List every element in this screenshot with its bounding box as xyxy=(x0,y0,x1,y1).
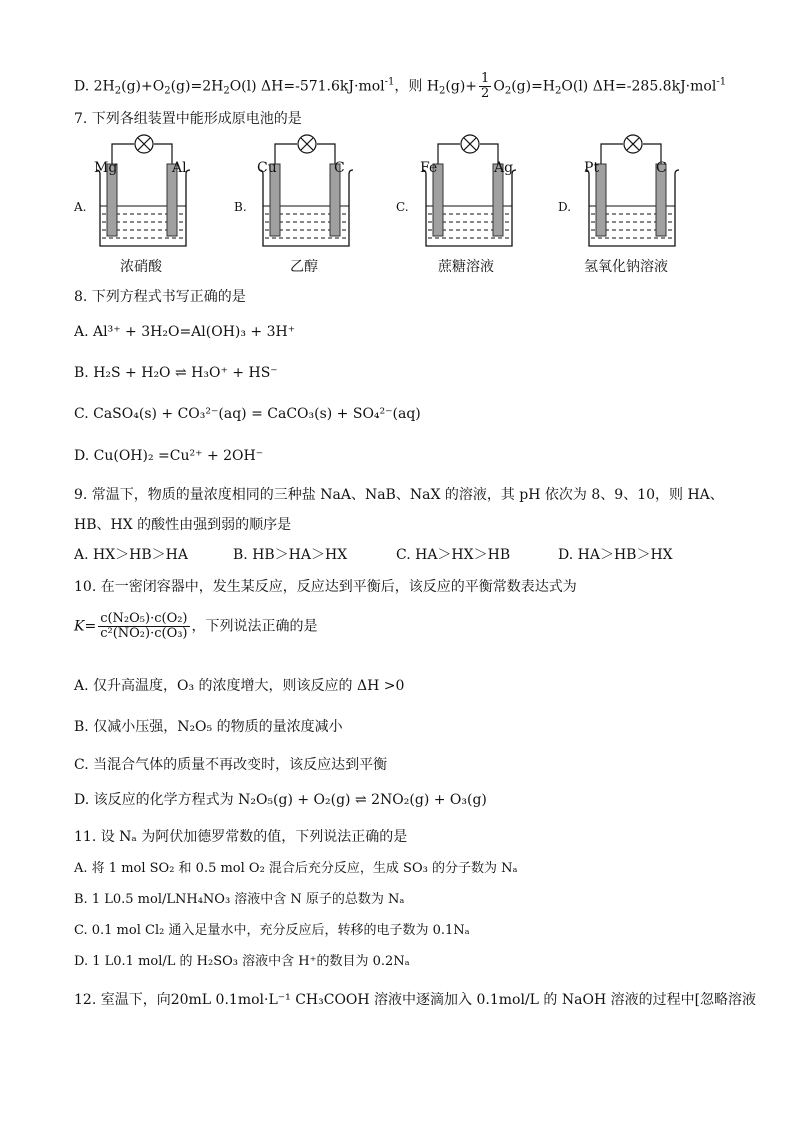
q7-c-solution: 蔗糖溶液 xyxy=(438,259,494,275)
cell-b xyxy=(259,135,353,246)
q9-stem-line2: HB、HX 的酸性由强到弱的顺序是 xyxy=(74,517,292,533)
q11-option-c: C. 0.1 mol Cl₂ 通入足量水中，充分反应后，转移的电子数为 0.1Nₐ xyxy=(74,923,470,938)
q11-option-a: A. 将 1 mol SO₂ 和 0.5 mol O₂ 混合后充分反应，生成 SO₃ 的分子数为 Nₐ xyxy=(74,861,518,876)
q10-option-c: C. 当混合气体的质量不再改变时，该反应达到平衡 xyxy=(74,757,388,773)
q7-a-right-electrode: Al xyxy=(172,160,187,176)
q10-option-b: B. 仅减小压强，N₂O₅ 的物质的量浓度减小 xyxy=(74,719,343,735)
q7-a-solution: 浓硝酸 xyxy=(120,259,162,275)
q7-stem: 7. 下列各组装置中能形成原电池的是 xyxy=(74,111,302,127)
cell-d xyxy=(585,135,679,246)
q9-option-c: C. HA＞HX＞HB xyxy=(396,547,511,563)
q8-option-b: B. H₂S + H₂O ⇌ H₃O⁺ + HS⁻ xyxy=(74,365,278,381)
q7-c-left-electrode: Fe xyxy=(420,160,438,176)
cell-a xyxy=(96,135,190,246)
q7-option-c-letter: C. xyxy=(396,200,409,214)
q7-d-right-electrode: C xyxy=(656,160,667,176)
q7-b-solution: 乙醇 xyxy=(290,259,318,275)
q8-stem: 8. 下列方程式书写正确的是 xyxy=(74,289,246,305)
q9-stem-line1: 9. 常温下，物质的量浓度相同的三种盐 NaA、NaB、NaX 的溶液，其 pH 依次为 8、9、10，则 HA、 xyxy=(74,487,724,503)
q10-stem: 10. 在一密闭容器中，发生某反应，反应达到平衡后，该反应的平衡常数表达式为 xyxy=(74,579,577,595)
q8-option-c: C. CaSO₄(s) + CO₃²⁻(aq) = CaCO₃(s) + SO₄²⁻(aq) xyxy=(74,406,421,422)
fraction-one-half: $\frac{1}{2}$ xyxy=(481,71,490,101)
q9-option-d: D. HA＞HB＞HX xyxy=(558,547,673,563)
q7-d-solution: 氢氧化钠溶液 xyxy=(584,259,668,275)
q10-equilibrium-expression: K= $\frac{\text{c(N₂O₅)·c(O₂)}}{\text{c²(NO₂)·c(O₃)}}$ ，下列说法正确的是 xyxy=(74,611,318,641)
cell-c xyxy=(422,135,516,246)
q7-a-left-electrode: Mg xyxy=(94,160,118,176)
q12-stem: 12. 室温下，向20mL 0.1mol·L⁻¹ CH₃COOH 溶液中逐滴加入 0.1mol/L 的 NaOH 溶液的过程中[忽略溶液 xyxy=(74,992,757,1008)
q8-option-a: A. Al³⁺ + 3H₂O=Al(OH)₃ + 3H⁺ xyxy=(74,324,296,340)
q11-option-d: D. 1 L0.1 mol/L 的 H₂SO₃ 溶液中含 H⁺的数目为 0.2Nₐ xyxy=(74,954,410,969)
q10-option-d: D. 该反应的化学方程式为 N₂O₅(g) + O₂(g) ⇌ 2NO₂(g) + O₃(g) xyxy=(74,792,487,808)
q7-option-b-letter: B. xyxy=(234,200,247,214)
q6-option-d: D. $2H_2(g)+O_2(g)=2H_2O(l)$ ΔH=-571.6kJ·mol$^{-1}$，则 $H_2(g)+$ $\frac{1}{2}$ $O_2(g)=H_2O(l)$ ΔH=-285.8kJ·mol$^{-1}$ xyxy=(74,71,727,101)
q9-option-a: A. HX＞HB＞HA xyxy=(74,547,189,563)
q7-option-d-letter: D. xyxy=(558,200,572,214)
q7-option-a-letter: A. xyxy=(74,200,87,214)
q8-option-d: D. Cu(OH)₂ =Cu²⁺ + 2OH⁻ xyxy=(74,448,264,464)
q10-option-a: A. 仅升高温度，O₃ 的浓度增大，则该反应的 ΔH >0 xyxy=(74,678,405,694)
q7-c-right-electrode: Ag xyxy=(494,160,514,176)
q11-stem: 11. 设 Nₐ 为阿伏加德罗常数的值，下列说法正确的是 xyxy=(74,829,408,845)
q9-option-b: B. HB＞HA＞HX xyxy=(233,547,348,563)
q11-option-b: B. 1 L0.5 mol/LNH₄NO₃ 溶液中含 N 原子的总数为 Nₐ xyxy=(74,892,405,907)
q7-b-left-electrode: Cu xyxy=(257,160,277,176)
q7-d-left-electrode: Pt xyxy=(584,160,600,176)
q7-b-right-electrode: C xyxy=(334,160,345,176)
